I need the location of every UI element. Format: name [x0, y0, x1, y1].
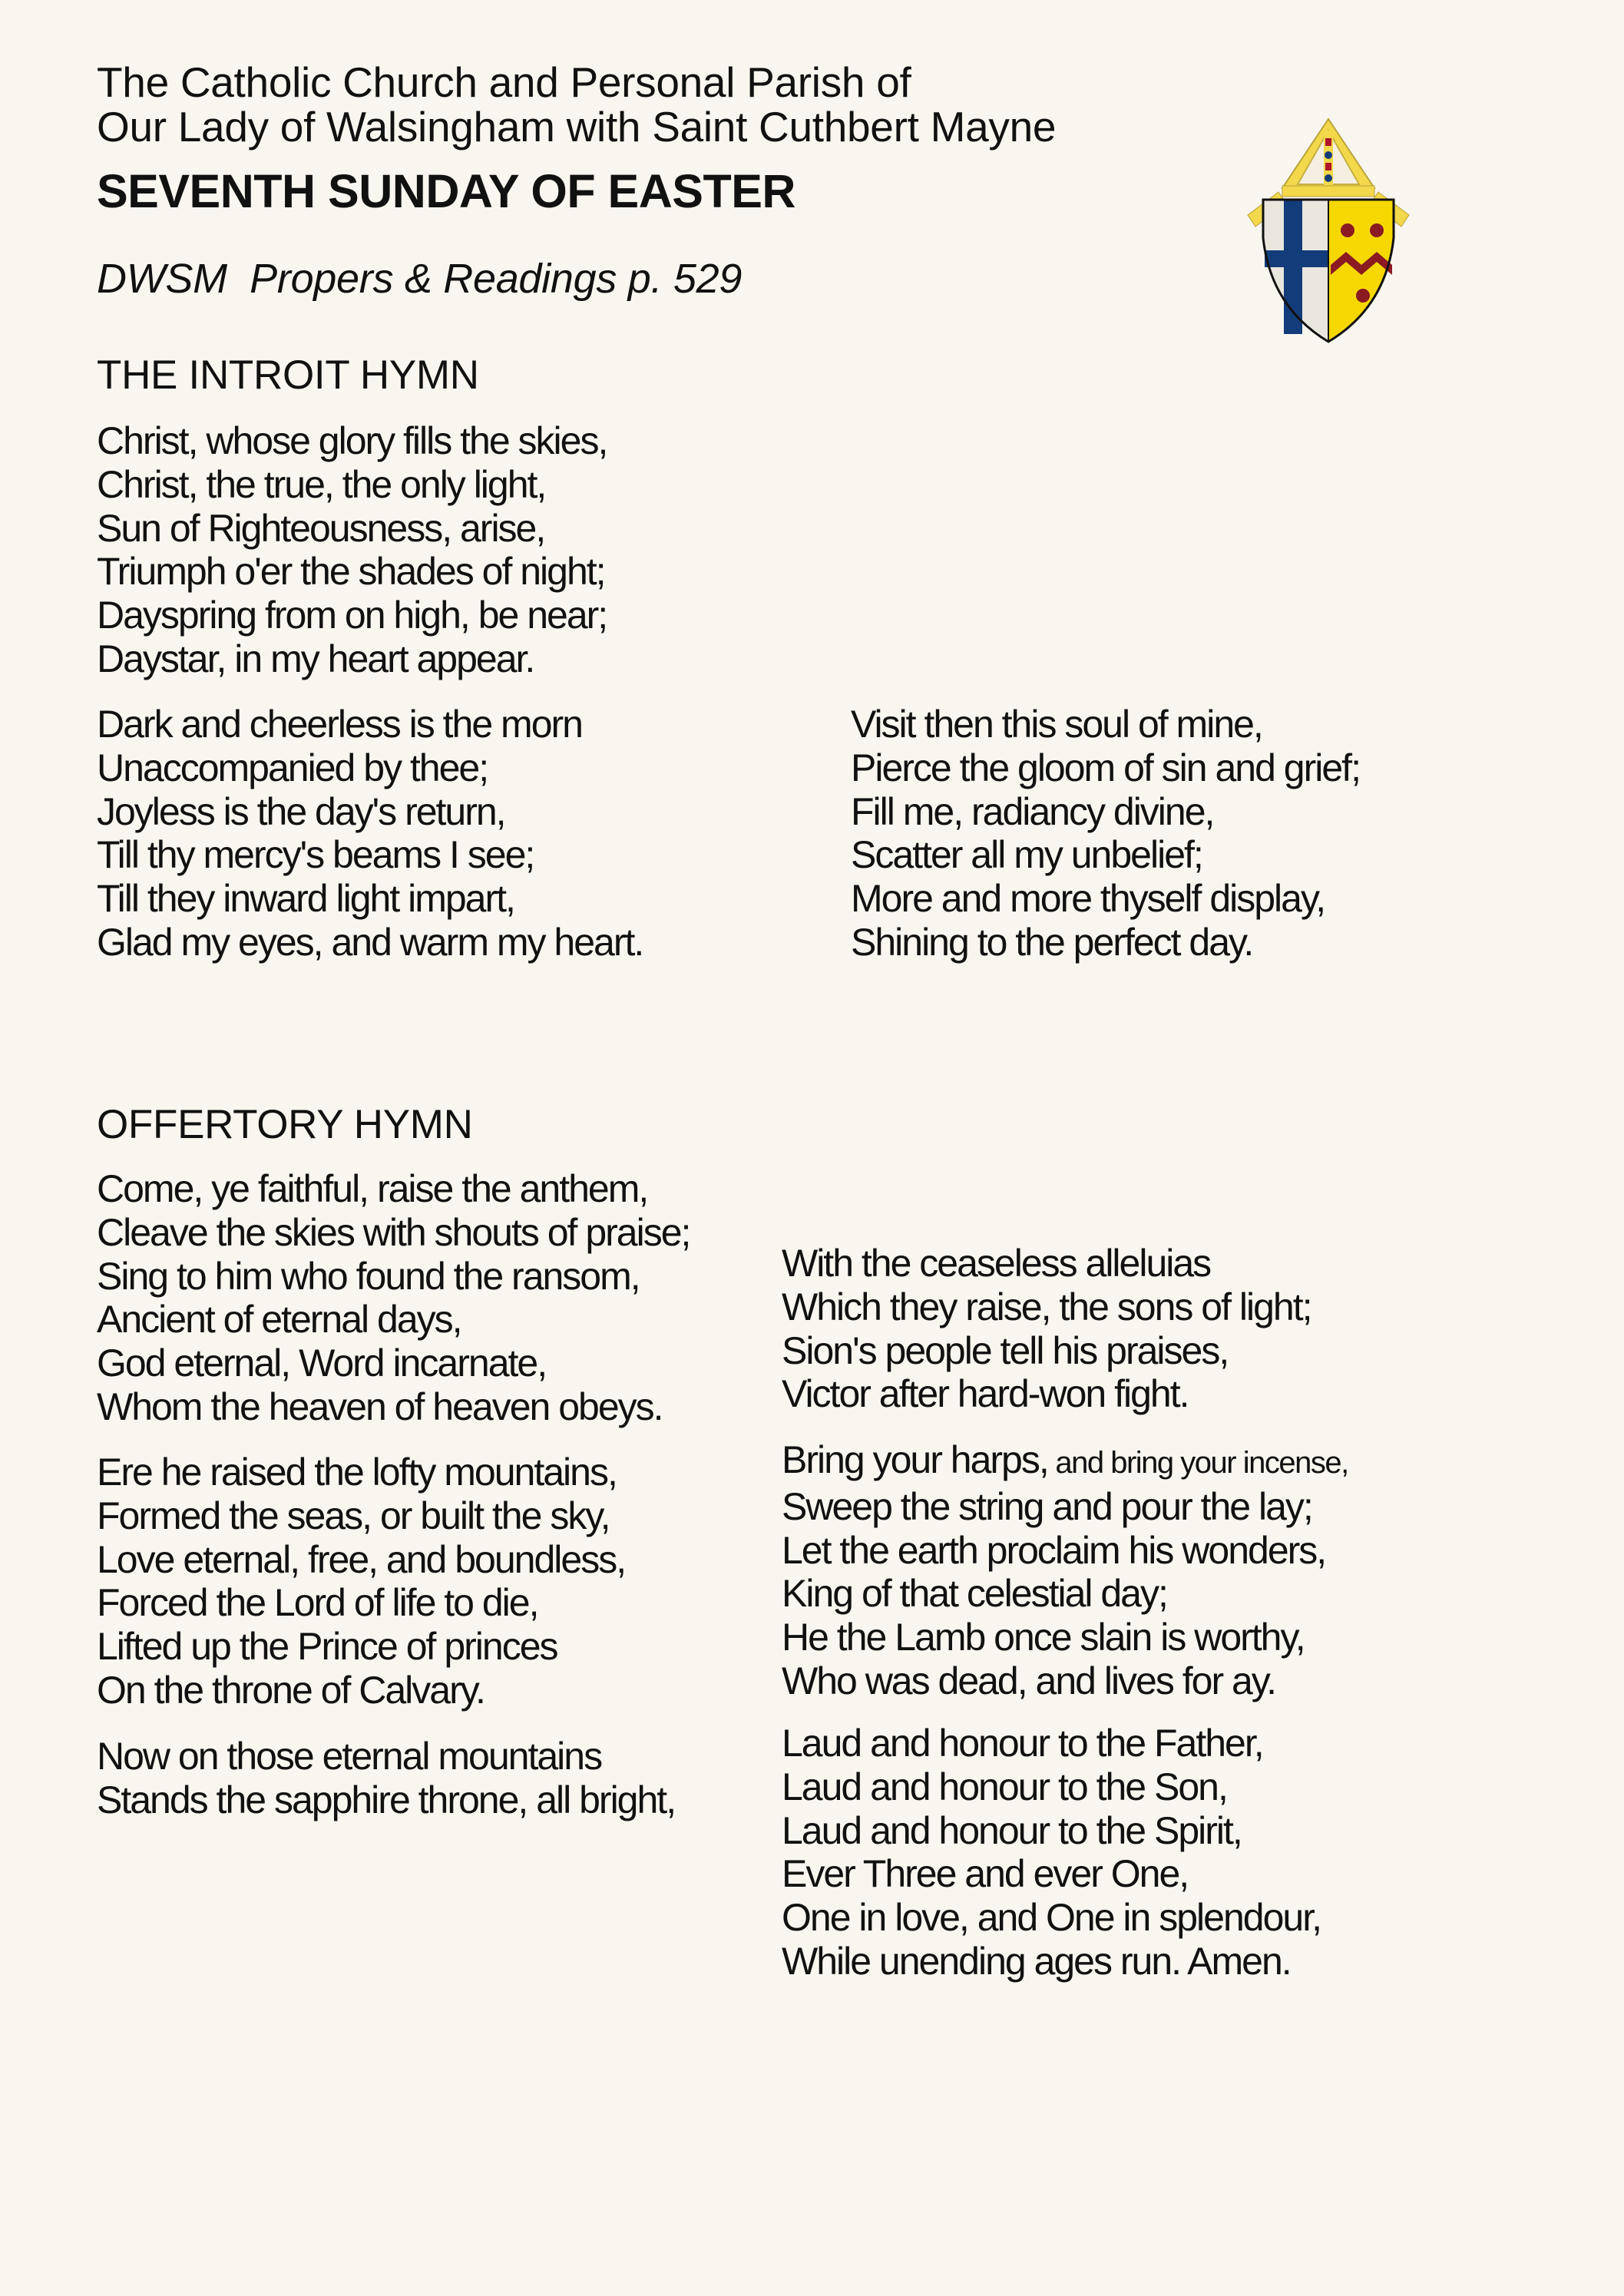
verse-line: Till they inward light impart,: [97, 877, 514, 921]
introit-heading: THE INTROIT HYMN: [97, 352, 479, 398]
verse-line: Laud and honour to the Father,: [782, 1722, 1263, 1765]
verse-line: Christ, whose glory fills the skies,: [97, 419, 607, 462]
verse-line: Who was dead, and lives for ay.: [782, 1659, 1275, 1702]
verse-line: Ancient of eternal days,: [97, 1298, 461, 1342]
verse-line: Scatter all my unbelief;: [851, 833, 1202, 877]
offertory-verse: [97, 1735, 675, 1822]
verse-line: Sing to him who found the ransom,: [97, 1254, 640, 1298]
verse-line: Sweep the string and pour the lay;: [782, 1484, 1312, 1528]
propers-reference: DWSM Propers & Readings p. 529: [97, 256, 743, 302]
verse-line: Laud and honour to the Son,: [782, 1765, 1227, 1808]
verse-line: Till thy mercy's beams I see;: [97, 833, 534, 877]
verse-line-segment: and bring your incense,: [1047, 1446, 1348, 1480]
verse-line: Formed the seas, or built the sky,: [97, 1494, 610, 1537]
verse-line: Whom the heaven of heaven obeys.: [97, 1385, 663, 1428]
verse-line: Glad my eyes, and warm my heart.: [97, 920, 643, 964]
page-title: SEVENTH SUNDAY OF EASTER: [97, 165, 795, 217]
offertory-verse: [782, 1722, 1321, 1983]
verse-line: Joyless is the day's return,: [97, 789, 505, 833]
verse-line: Ever Three and ever One,: [782, 1852, 1189, 1896]
verse-line: God eternal, Word incarnate,: [97, 1342, 547, 1385]
parish-name: [97, 60, 1056, 149]
verse-line: Ere he raised the lofty mountains,: [97, 1451, 617, 1494]
parish-line-1: The Catholic Church and Personal Parish of: [97, 58, 911, 106]
verse-line: Pierce the gloom of sin and grief;: [851, 746, 1360, 789]
verse-line: With the ceaseless alleluias: [782, 1242, 1211, 1285]
verse-line: Daystar, in my heart appear.: [97, 637, 534, 680]
coat-of-arms-icon: [1240, 115, 1417, 346]
verse-line: Dayspring from on high, be near;: [97, 594, 607, 637]
verse-line: King of that celestial day;: [782, 1572, 1167, 1616]
introit-verse: [97, 419, 607, 681]
offertory-verse: [782, 1438, 1348, 1703]
verse-line: Come, ye faithful, raise the anthem,: [97, 1167, 648, 1210]
verse-line: Fill me, radiancy divine,: [851, 789, 1214, 833]
verse-line: Forced the Lord of life to die,: [97, 1581, 538, 1625]
verse-line: Which they raise, the sons of light;: [782, 1285, 1311, 1328]
verse-line: He the Lamb once slain is worthy,: [782, 1616, 1305, 1659]
verse-line: While unending ages run. Amen.: [782, 1939, 1291, 1983]
verse-line: Let the earth proclaim his wonders,: [782, 1528, 1326, 1572]
verse-line: Victor after hard-won fight.: [782, 1372, 1189, 1416]
introit-verse: [851, 703, 1360, 964]
verse-line: Visit then this soul of mine,: [851, 703, 1262, 746]
verse-line: Lifted up the Prince of princes: [97, 1625, 557, 1669]
verse-line: Stands the sapphire throne, all bright,: [97, 1778, 676, 1821]
verse-line: Sion's people tell his praises,: [782, 1328, 1229, 1372]
verse-line: Love eternal, free, and boundless,: [97, 1537, 626, 1581]
offertory-verse: [782, 1242, 1311, 1416]
offertory-verse: [97, 1451, 625, 1712]
offertory-verse: [97, 1167, 690, 1429]
verse-line: One in love, and One in splendour,: [782, 1896, 1321, 1940]
verse-line: Now on those eternal mountains: [97, 1735, 602, 1778]
verse-line: Dark and cheerless is the morn: [97, 703, 582, 746]
verse-line: Shining to the perfect day.: [851, 920, 1253, 964]
verse-line: Laud and honour to the Spirit,: [782, 1808, 1242, 1852]
verse-line: Unaccompanied by thee;: [97, 746, 488, 789]
verse-line-segment: Bring your harps,: [782, 1438, 1048, 1481]
verse-line: More and more thyself display,: [851, 877, 1325, 921]
verse-line: [782, 1438, 1348, 1485]
introit-verse: [97, 703, 643, 964]
parish-line-2: Our Lady of Walsingham with Saint Cuthbert Mayne: [97, 103, 1057, 151]
verse-line: Cleave the skies with shouts of praise;: [97, 1210, 690, 1254]
verse-line: On the throne of Calvary.: [97, 1668, 485, 1712]
offertory-heading: OFFERTORY HYMN: [97, 1102, 473, 1147]
verse-line: Christ, the true, the only light,: [97, 462, 546, 506]
verse-line: Sun of Righteousness, arise,: [97, 506, 545, 550]
verse-line: Triumph o'er the shades of night;: [97, 550, 605, 594]
